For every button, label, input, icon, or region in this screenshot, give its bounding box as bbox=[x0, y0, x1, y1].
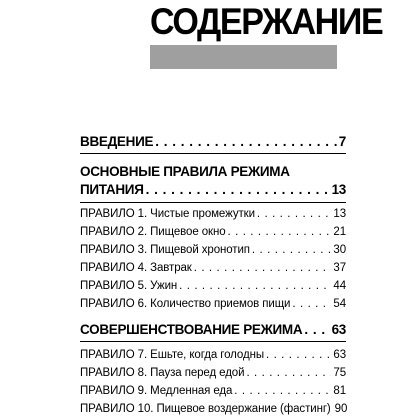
dot-leader bbox=[266, 349, 331, 361]
toc-entry-rule-4[interactable] bbox=[80, 262, 346, 274]
toc-entry-label: ПРАВИЛО 3. Пищевой хронотип bbox=[80, 244, 250, 256]
toc-entry-page: 63 bbox=[333, 349, 346, 361]
toc-entry-page: 21 bbox=[333, 226, 346, 238]
toc-entry-rule-9[interactable] bbox=[80, 385, 346, 397]
toc-entry-page: 54 bbox=[333, 298, 346, 310]
toc-entry-label: ПРАВИЛО 7. Ешьте, когда голодны bbox=[80, 349, 264, 361]
toc-entry-rule-8[interactable] bbox=[80, 367, 346, 379]
dot-leader bbox=[179, 280, 331, 292]
toc-entry-label: СОВЕРШЕНСТВОВАНИЕ РЕЖИМА bbox=[80, 322, 303, 337]
toc-entry-rule-5[interactable] bbox=[80, 280, 346, 292]
toc-entry-page: 63 bbox=[331, 322, 346, 337]
dot-leader bbox=[194, 262, 332, 274]
toc-entry-page: 13 bbox=[333, 208, 346, 220]
toc-entry-section2[interactable] bbox=[80, 322, 346, 337]
dot-leader bbox=[252, 244, 331, 256]
dot-leader bbox=[146, 182, 330, 197]
toc-entry-page: 44 bbox=[333, 280, 346, 292]
toc-entry-rule-2[interactable] bbox=[80, 226, 346, 238]
toc-entry-rule-10[interactable] bbox=[80, 403, 346, 415]
dot-leader bbox=[155, 134, 337, 149]
toc-entry-page: 81 bbox=[333, 385, 346, 397]
section-underline bbox=[80, 153, 346, 154]
dot-leader bbox=[257, 208, 332, 220]
toc-entry-page: 90 bbox=[334, 403, 348, 415]
toc-entry-label: ПРАВИЛО 9. Медленная еда bbox=[80, 385, 233, 397]
section-underline bbox=[80, 202, 346, 203]
dot-leader bbox=[246, 367, 331, 379]
toc-entry-rule-6[interactable] bbox=[80, 298, 346, 310]
toc-entry-section1[interactable] bbox=[80, 182, 346, 197]
toc-entry-page: 75 bbox=[333, 367, 346, 379]
toc-entry-page: 30 bbox=[333, 244, 346, 256]
toc-entry-rule-3[interactable] bbox=[80, 244, 346, 256]
dot-leader bbox=[304, 322, 329, 337]
toc-entry-label: ПРАВИЛО 1. Чистые промежутки bbox=[80, 208, 255, 220]
toc-entry-label: ПРАВИЛО 4. Завтрак bbox=[80, 262, 192, 274]
toc-entry-label: ПРАВИЛО 6. Количество приемов пищи bbox=[80, 298, 291, 310]
dot-leader bbox=[234, 385, 331, 397]
toc-entry-page: 7 bbox=[338, 134, 346, 149]
section-underline bbox=[80, 341, 346, 342]
toc-entry-label: ПРАВИЛО 8. Пауза перед едой bbox=[80, 367, 245, 379]
toc-entry-intro[interactable] bbox=[80, 134, 346, 149]
toc-entry-label: ПРАВИЛО 10. Пищевое воздержание (фастинг) bbox=[80, 403, 331, 415]
toc-entry-label: ПИТАНИЯ bbox=[80, 182, 144, 197]
title-decoration-bar bbox=[150, 45, 337, 69]
toc-entry-label: ПРАВИЛО 5. Ужин bbox=[80, 280, 178, 292]
toc-entry-page: 13 bbox=[331, 182, 346, 197]
toc-entry-page: 37 bbox=[333, 262, 346, 274]
dot-leader bbox=[228, 226, 332, 238]
toc-entry-rule-7[interactable] bbox=[80, 349, 346, 361]
toc-entry-rule-1[interactable] bbox=[80, 208, 346, 220]
toc-section1-label-line1: ОСНОВНЫЕ ПРАВИЛА РЕЖИМА bbox=[80, 164, 290, 179]
toc-entry-label: ПРАВИЛО 2. Пищевое окно bbox=[80, 226, 226, 238]
page-title: СОДЕРЖАНИЕ bbox=[150, 1, 383, 42]
dot-leader bbox=[292, 298, 331, 310]
toc-entry-label: ВВЕДЕНИЕ bbox=[80, 134, 154, 149]
